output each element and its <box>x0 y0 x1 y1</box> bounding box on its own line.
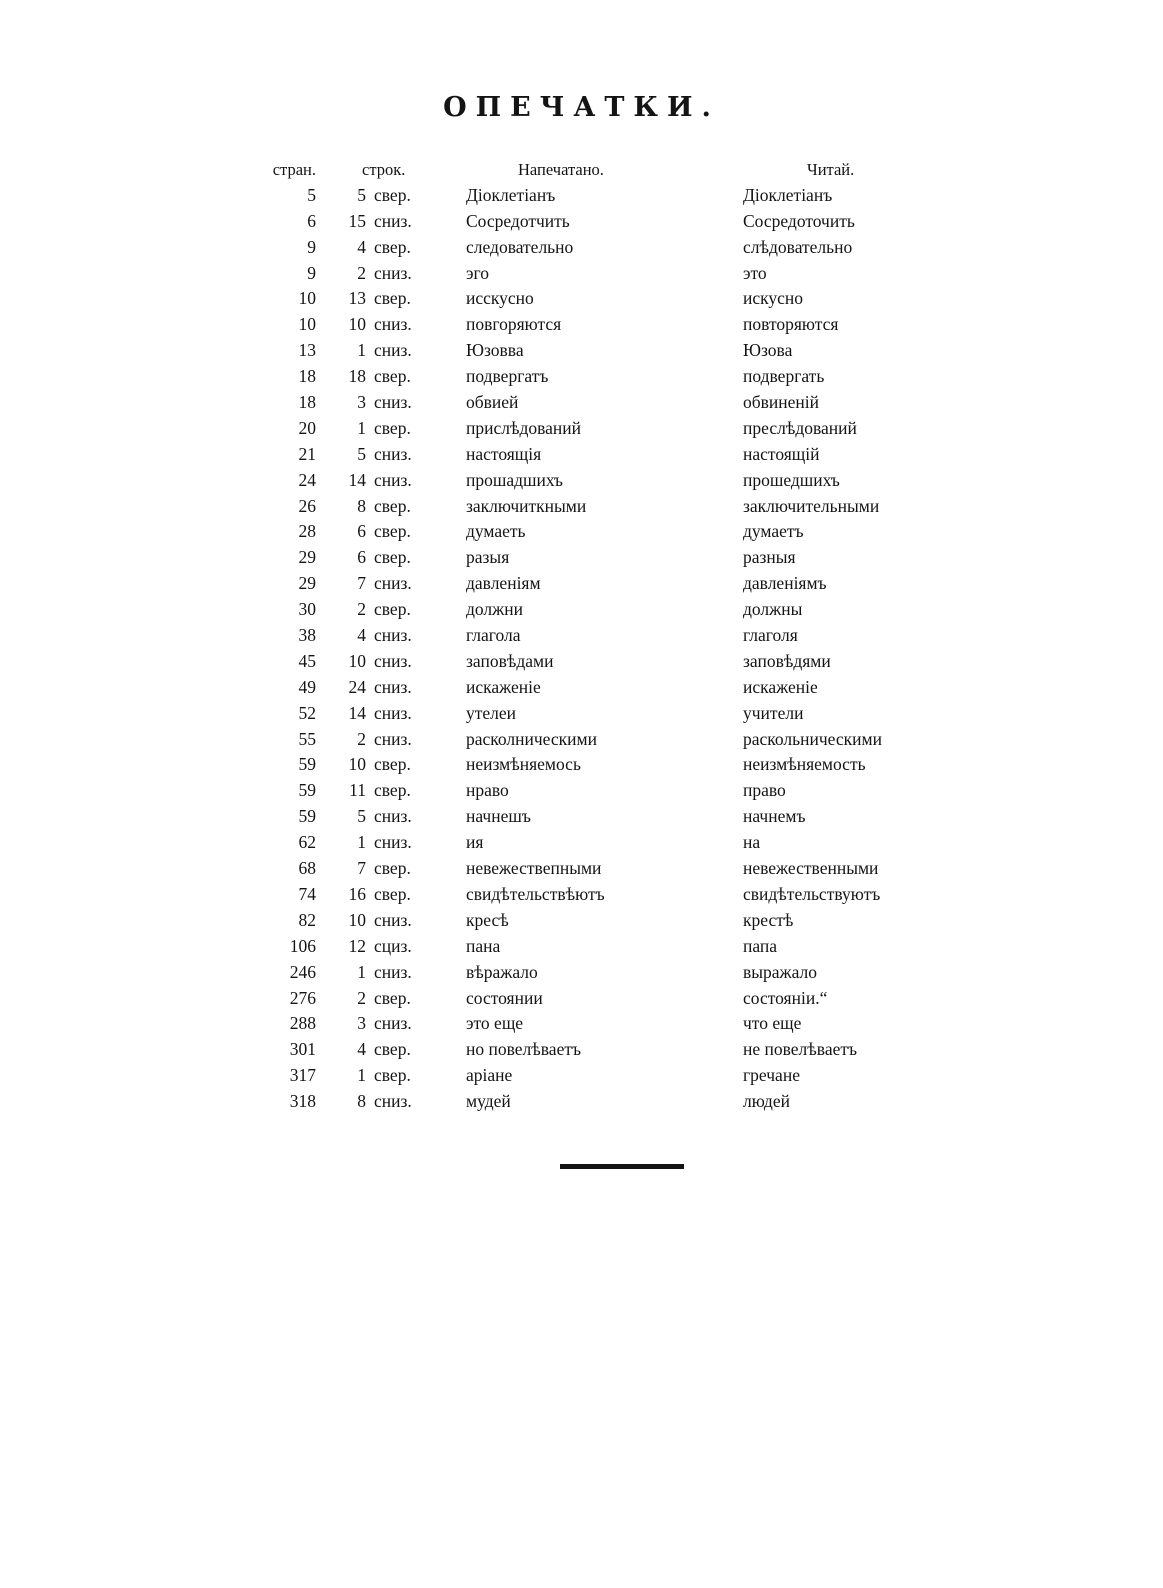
line-direction: сниз. <box>374 909 412 930</box>
page-number: 62 <box>298 832 316 853</box>
corrected-text: выражало <box>743 961 818 982</box>
errata-row <box>270 1037 920 1063</box>
line-direction: сниз. <box>374 650 412 671</box>
printed-text: но повелѣваетъ <box>466 1039 582 1060</box>
line-direction: свер. <box>374 184 411 205</box>
line-number: 24 <box>348 676 366 697</box>
corrected-text: преслѣдований <box>743 417 857 438</box>
printed-text: аріане <box>466 1065 513 1086</box>
printed-text: ия <box>466 832 484 853</box>
page-number: 82 <box>298 909 316 930</box>
page-number: 21 <box>298 443 316 464</box>
errata-row <box>270 675 920 701</box>
line-number: 4 <box>357 625 366 646</box>
errata-row <box>270 571 920 597</box>
printed-text: кресѣ <box>466 909 509 930</box>
line-number: 5 <box>357 806 366 827</box>
printed-text: пана <box>466 935 501 956</box>
corrected-text: обвиненій <box>743 392 820 413</box>
errata-row <box>270 416 920 442</box>
line-number: 14 <box>348 469 366 490</box>
corrected-text: что еще <box>743 1013 802 1034</box>
page-number: 45 <box>298 650 316 671</box>
page-number: 49 <box>298 676 316 697</box>
line-number: 16 <box>348 883 366 904</box>
page-number: 301 <box>289 1039 316 1060</box>
page-number: 18 <box>298 366 316 387</box>
printed-text: заключиткными <box>466 495 587 516</box>
corrected-text: неизмѣняемость <box>743 754 866 775</box>
line-direction: сниз. <box>374 443 412 464</box>
corrected-text: учители <box>743 702 804 723</box>
printed-text: эго <box>466 262 490 283</box>
page-number: 13 <box>298 340 316 361</box>
line-direction: свер. <box>374 1039 411 1060</box>
errata-row <box>270 261 920 287</box>
errata-row <box>270 804 920 830</box>
line-number: 10 <box>348 909 366 930</box>
page-number: 318 <box>289 1091 316 1112</box>
corrected-text: крестѣ <box>743 909 794 930</box>
page-number: 317 <box>289 1065 316 1086</box>
errata-row <box>270 1011 920 1037</box>
printed-text: разыя <box>466 547 510 568</box>
errata-row <box>270 519 920 545</box>
corrected-text: заключительными <box>743 495 880 516</box>
line-number: 1 <box>357 961 366 982</box>
line-number: 8 <box>357 495 366 516</box>
printed-text: утелеи <box>466 702 517 723</box>
printed-text: глагола <box>466 625 521 646</box>
line-direction: сниз. <box>374 832 412 853</box>
corrected-text: невежественными <box>743 858 879 879</box>
page-number: 18 <box>298 392 316 413</box>
line-number: 1 <box>357 417 366 438</box>
corrected-text: раскольническими <box>743 728 882 749</box>
line-direction: свер. <box>374 754 411 775</box>
errata-row <box>270 209 920 235</box>
corrected-text: на <box>743 832 761 853</box>
line-direction: сниз. <box>374 625 412 646</box>
page-number: 68 <box>298 858 316 879</box>
corrected-text: прошедшихъ <box>743 469 840 490</box>
corrected-text: не повелѣваетъ <box>743 1039 858 1060</box>
printed-text: свидѣтельствѣютъ <box>466 883 605 904</box>
corrected-text: глаголя <box>743 625 798 646</box>
page-number: 9 <box>307 262 316 283</box>
corrected-text: гречане <box>743 1065 800 1086</box>
line-direction: сниз. <box>374 262 412 283</box>
page-number: 55 <box>298 728 316 749</box>
printed-text: это еще <box>466 1013 524 1034</box>
printed-text: Сосредотчить <box>466 210 570 231</box>
errata-row <box>270 960 920 986</box>
page-number: 52 <box>298 702 316 723</box>
line-number: 2 <box>357 599 366 620</box>
line-number: 12 <box>348 935 366 956</box>
printed-text: нраво <box>466 780 509 801</box>
line-direction: сниз. <box>374 728 412 749</box>
page-number: 28 <box>298 521 316 542</box>
corrected-text: разныя <box>743 547 796 568</box>
corrected-text: начнемъ <box>743 806 806 827</box>
page-number: 5 <box>307 184 316 205</box>
errata-row <box>270 882 920 908</box>
line-number: 3 <box>357 1013 366 1034</box>
corrected-text: заповѣдями <box>743 650 831 671</box>
printed-text: заповѣдами <box>466 650 554 671</box>
page-number: 26 <box>298 495 316 516</box>
line-number: 7 <box>357 573 366 594</box>
page-number: 38 <box>298 625 316 646</box>
header-line: строк. <box>362 160 406 179</box>
line-direction: свер. <box>374 417 411 438</box>
line-direction: сниз. <box>374 676 412 697</box>
line-number: 1 <box>357 832 366 853</box>
printed-text: обвией <box>466 392 519 413</box>
line-number: 1 <box>357 340 366 361</box>
errata-row <box>270 597 920 623</box>
corrected-text: свидѣтельствуютъ <box>743 883 881 904</box>
printed-text: Юзовва <box>466 340 524 361</box>
line-direction: сниз. <box>374 314 412 335</box>
line-direction: свер. <box>374 236 411 257</box>
line-direction: сниз. <box>374 961 412 982</box>
errata-row <box>270 1089 920 1115</box>
page-number: 106 <box>289 935 316 956</box>
page-number: 9 <box>307 236 316 257</box>
errata-row <box>270 235 920 261</box>
printed-text: настоящія <box>466 443 542 464</box>
line-direction: сниз. <box>374 1013 412 1034</box>
printed-text: Діоклетіанъ <box>466 184 556 205</box>
corrected-text: людей <box>743 1091 790 1112</box>
line-direction: свер. <box>374 987 411 1008</box>
line-number: 7 <box>357 858 366 879</box>
line-number: 3 <box>357 392 366 413</box>
line-number: 18 <box>348 366 366 387</box>
corrected-text: слѣдовательно <box>743 236 853 257</box>
line-number: 1 <box>357 1065 366 1086</box>
page-number: 59 <box>298 754 316 775</box>
line-direction: сниз. <box>374 573 412 594</box>
line-direction: сниз. <box>374 210 412 231</box>
line-number: 6 <box>357 547 366 568</box>
printed-text: прислѣдований <box>466 417 582 438</box>
corrected-text: состояніи.“ <box>743 987 828 1008</box>
line-direction: сниз. <box>374 806 412 827</box>
line-direction: сниз. <box>374 340 412 361</box>
corrected-text: настоящій <box>743 443 820 464</box>
errata-row <box>270 364 920 390</box>
corrected-text: подвергать <box>743 366 825 387</box>
printed-text: неизмѣняемось <box>466 754 581 775</box>
printed-text: вѣражало <box>466 961 538 982</box>
line-number: 10 <box>348 314 366 335</box>
errata-row <box>270 623 920 649</box>
page-number: 29 <box>298 573 316 594</box>
line-number: 13 <box>348 288 366 309</box>
printed-text: расколническими <box>466 728 597 749</box>
errata-row <box>270 1063 920 1089</box>
page-number: 74 <box>298 883 316 904</box>
errata-row <box>270 649 920 675</box>
page-number: 288 <box>289 1013 316 1034</box>
printed-text: состоянии <box>466 987 543 1008</box>
line-number: 11 <box>349 780 366 801</box>
line-direction: свер. <box>374 599 411 620</box>
errata-row <box>270 545 920 571</box>
corrected-text: право <box>743 780 786 801</box>
line-number: 15 <box>348 210 366 231</box>
page-number: 30 <box>298 599 316 620</box>
line-number: 10 <box>348 754 366 775</box>
errata-row <box>270 468 920 494</box>
errata-row <box>270 856 920 882</box>
errata-row <box>270 286 920 312</box>
printed-text: прошадшихъ <box>466 469 563 490</box>
corrected-text: Сосредоточить <box>743 210 855 231</box>
line-number: 2 <box>357 987 366 1008</box>
corrected-text: думаетъ <box>743 521 804 542</box>
printed-text: думаеть <box>466 521 526 542</box>
page-number: 6 <box>307 210 316 231</box>
printed-text: начнешъ <box>466 806 531 827</box>
line-number: 5 <box>357 184 366 205</box>
line-number: 2 <box>357 262 366 283</box>
corrected-text: Діоклетіанъ <box>743 184 833 205</box>
corrected-text: повторяются <box>743 314 839 335</box>
errata-row <box>270 338 920 364</box>
line-direction: сциз. <box>374 935 412 956</box>
line-direction: свер. <box>374 366 411 387</box>
printed-text: искаженіе <box>466 676 541 697</box>
header-printed: Напечатано. <box>518 160 604 179</box>
corrected-text: папа <box>743 935 778 956</box>
header-read: Читай. <box>807 160 855 179</box>
errata-table <box>270 157 920 1115</box>
printed-text: невежествепными <box>466 858 602 879</box>
printed-text: мудей <box>466 1091 511 1112</box>
errata-row <box>270 701 920 727</box>
page-number: 29 <box>298 547 316 568</box>
line-direction: сниз. <box>374 469 412 490</box>
line-direction: свер. <box>374 288 411 309</box>
page-number: 276 <box>289 987 316 1008</box>
printed-text: следовательно <box>466 236 574 257</box>
errata-row <box>270 986 920 1012</box>
line-number: 10 <box>348 650 366 671</box>
line-direction: свер. <box>374 521 411 542</box>
line-direction: свер. <box>374 780 411 801</box>
line-number: 5 <box>357 443 366 464</box>
line-direction: свер. <box>374 495 411 516</box>
page-number: 246 <box>289 961 316 982</box>
errata-row <box>270 727 920 753</box>
printed-text: повгоряются <box>466 314 562 335</box>
page-title: ОПЕЧАТКИ. <box>443 92 720 123</box>
line-number: 4 <box>357 1039 366 1060</box>
errata-row <box>270 494 920 520</box>
printed-text: должни <box>466 599 523 620</box>
corrected-text: должны <box>743 599 803 620</box>
corrected-text: давленіямъ <box>743 573 827 594</box>
line-number: 2 <box>357 728 366 749</box>
errata-row <box>270 830 920 856</box>
errata-row <box>270 390 920 416</box>
printed-text: давленіям <box>466 573 541 594</box>
corrected-text: искусно <box>743 288 804 309</box>
line-number: 14 <box>348 702 366 723</box>
line-number: 6 <box>357 521 366 542</box>
closing-rule <box>560 1164 684 1169</box>
errata-header-row <box>270 157 920 183</box>
line-direction: сниз. <box>374 392 412 413</box>
line-direction: сниз. <box>374 702 412 723</box>
header-page: стран. <box>272 160 316 179</box>
errata-row <box>270 908 920 934</box>
page-number: 10 <box>298 314 316 335</box>
errata-row <box>270 312 920 338</box>
errata-row <box>270 752 920 778</box>
corrected-text: Юзова <box>743 340 793 361</box>
corrected-text: искаженіе <box>743 676 818 697</box>
page-number: 10 <box>298 288 316 309</box>
page-number: 59 <box>298 806 316 827</box>
line-direction: свер. <box>374 883 411 904</box>
line-number: 4 <box>357 236 366 257</box>
corrected-text: это <box>743 262 767 283</box>
errata-row <box>270 778 920 804</box>
printed-text: подвергатъ <box>466 366 549 387</box>
errata-row <box>270 183 920 209</box>
line-direction: свер. <box>374 858 411 879</box>
page-number: 59 <box>298 780 316 801</box>
page-number: 24 <box>298 469 316 490</box>
line-direction: свер. <box>374 1065 411 1086</box>
errata-row <box>270 442 920 468</box>
line-direction: свер. <box>374 547 411 568</box>
line-direction: сниз. <box>374 1091 412 1112</box>
errata-row <box>270 934 920 960</box>
printed-text: исскусно <box>466 288 534 309</box>
page-number: 20 <box>298 417 316 438</box>
line-number: 8 <box>357 1091 366 1112</box>
